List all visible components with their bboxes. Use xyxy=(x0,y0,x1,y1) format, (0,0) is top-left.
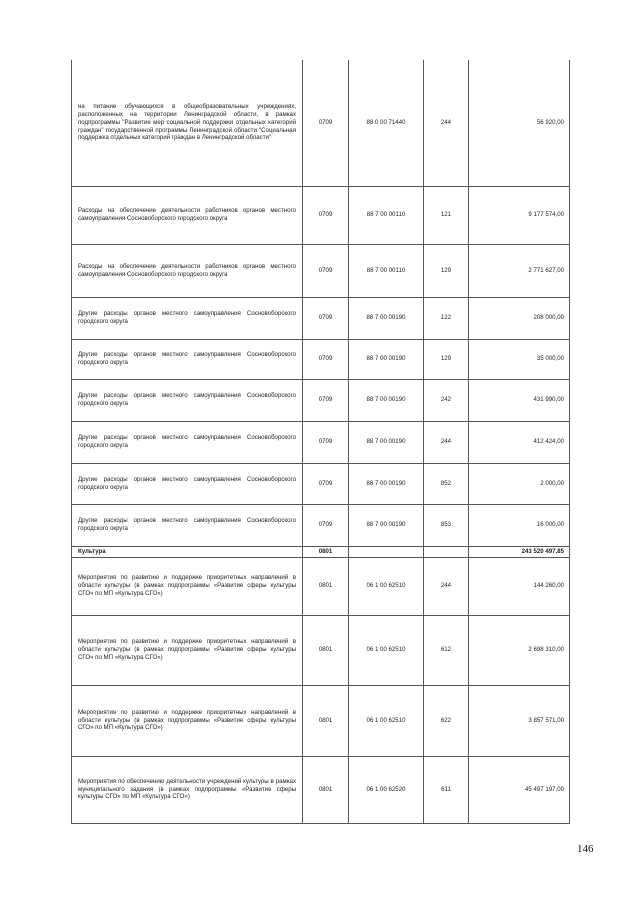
row-amount: 45 497 197,00 xyxy=(469,756,570,823)
row-expense-type: 244 xyxy=(424,421,469,463)
row-section: 0709 xyxy=(303,339,349,379)
budget-table xyxy=(71,60,570,824)
row-amount: 2 698 310,00 xyxy=(469,615,570,685)
row-expense-type: 242 xyxy=(424,379,469,421)
row-section: 0801 xyxy=(303,557,349,615)
table-row xyxy=(72,244,570,297)
row-amount: 2 000,00 xyxy=(469,463,570,504)
table-row xyxy=(72,297,570,339)
row-amount: 3 857 571,00 xyxy=(469,685,570,756)
row-amount: 16 000,00 xyxy=(469,504,570,546)
row-amount: 56 920,00 xyxy=(469,60,570,186)
row-expense-type: 611 xyxy=(424,756,469,823)
table-row xyxy=(72,504,570,546)
row-target-code: 06 1 00 62510 xyxy=(349,615,424,685)
row-target-code: 88 7 00 00190 xyxy=(349,421,424,463)
row-expense-type: 853 xyxy=(424,504,469,546)
row-description: Мероприятия по развитию и поддержке приоритетных направлений в области культуры (в рамках подпрограммы «Развитие сферы культуры СГО» по МП «Культура СГО») xyxy=(72,557,303,615)
row-target-code: 06 1 00 62510 xyxy=(349,557,424,615)
table-row xyxy=(72,557,570,615)
row-section: 0709 xyxy=(303,463,349,504)
table-row xyxy=(72,615,570,685)
row-expense-type: 244 xyxy=(424,60,469,186)
row-target-code: 88 7 00 00190 xyxy=(349,504,424,546)
row-description: Другие расходы органов местного самоуправления Сосновоборского городского округа xyxy=(72,339,303,379)
table-row xyxy=(72,60,570,186)
row-amount: 35 000,00 xyxy=(469,339,570,379)
row-description: Другие расходы органов местного самоуправления Сосновоборского городского округа xyxy=(72,504,303,546)
row-amount: 208 000,00 xyxy=(469,297,570,339)
row-section: 0709 xyxy=(303,244,349,297)
row-amount: 2 771 627,00 xyxy=(469,244,570,297)
row-description: на питание обучающихся в общеобразовательных учреждениях, расположенных на территории Ленинградской области, в рамках подпрограммы "Развитие мер социальной поддержки отдельных категорий граждан" государственной программы Ленинградской области "Социальная поддержка отдельных категорий граждан в Ленинградской области" xyxy=(72,60,303,186)
row-section: 0709 xyxy=(303,421,349,463)
row-description: Культура xyxy=(72,546,303,557)
row-target-code: 88 7 00 00110 xyxy=(349,186,424,244)
section-row-culture xyxy=(72,546,570,557)
row-description: Расходы на обеспечение деятельности работников органов местного самоуправления Сосновоборского городского округа xyxy=(72,186,303,244)
row-description: Мероприятия по обеспечению деятельности учреждений культуры в рамках муниципального задания (в рамках подпрограммы «Развитие сферы культуры СГО» по МП «Культура СГО») xyxy=(72,756,303,823)
row-section: 0709 xyxy=(303,504,349,546)
row-description: Другие расходы органов местного самоуправления Сосновоборского городского округа xyxy=(72,463,303,504)
row-expense-type: 122 xyxy=(424,297,469,339)
table-row xyxy=(72,339,570,379)
row-target-code: 88 7 00 00190 xyxy=(349,463,424,504)
row-target-code: 88 0 00 71440 xyxy=(349,60,424,186)
row-description: Другие расходы органов местного самоуправления Сосновоборского городского округа xyxy=(72,297,303,339)
row-amount: 431 990,00 xyxy=(469,379,570,421)
row-target-code: 88 7 00 00190 xyxy=(349,339,424,379)
row-amount: 243 520 497,85 xyxy=(469,546,570,557)
row-expense-type: 244 xyxy=(424,557,469,615)
row-section: 0801 xyxy=(303,546,349,557)
table-row xyxy=(72,756,570,823)
row-section: 0801 xyxy=(303,756,349,823)
row-target-code: 88 7 00 00190 xyxy=(349,297,424,339)
table-row xyxy=(72,421,570,463)
row-description: Другие расходы органов местного самоуправления Сосновоборского городского округа xyxy=(72,421,303,463)
row-target-code xyxy=(349,546,424,557)
table-row xyxy=(72,186,570,244)
row-section: 0709 xyxy=(303,297,349,339)
row-expense-type: 852 xyxy=(424,463,469,504)
row-section: 0709 xyxy=(303,60,349,186)
row-target-code: 88 7 00 00110 xyxy=(349,244,424,297)
row-description: Мероприятия по развитию и поддержке приоритетных направлений в области культуры (в рамках подпрограммы «Развитие сферы культуры СГО» по МП «Культура СГО») xyxy=(72,685,303,756)
row-amount: 9 177 574,00 xyxy=(469,186,570,244)
row-target-code: 06 1 00 62510 xyxy=(349,685,424,756)
row-target-code: 88 7 00 00190 xyxy=(349,379,424,421)
row-section: 0709 xyxy=(303,186,349,244)
row-expense-type: 121 xyxy=(424,186,469,244)
table-row xyxy=(72,379,570,421)
row-description: Расходы на обеспечение деятельности работников органов местного самоуправления Сосновоборского городского округа xyxy=(72,244,303,297)
table-row xyxy=(72,463,570,504)
table-row xyxy=(72,685,570,756)
row-expense-type: 129 xyxy=(424,339,469,379)
row-expense-type xyxy=(424,546,469,557)
row-expense-type: 622 xyxy=(424,685,469,756)
row-expense-type: 612 xyxy=(424,615,469,685)
row-description: Другие расходы органов местного самоуправления Сосновоборского городского округа xyxy=(72,379,303,421)
row-expense-type: 129 xyxy=(424,244,469,297)
row-amount: 412 424,00 xyxy=(469,421,570,463)
row-amount: 144 260,00 xyxy=(469,557,570,615)
row-section: 0801 xyxy=(303,615,349,685)
row-target-code: 06 1 00 62520 xyxy=(349,756,424,823)
page-number: 146 xyxy=(577,843,594,855)
row-section: 0709 xyxy=(303,379,349,421)
row-section: 0801 xyxy=(303,685,349,756)
row-description: Мероприятия по развитию и поддержке приоритетных направлений в области культуры (в рамках подпрограммы «Развитие сферы культуры СГО» по МП «Культура СГО») xyxy=(72,615,303,685)
